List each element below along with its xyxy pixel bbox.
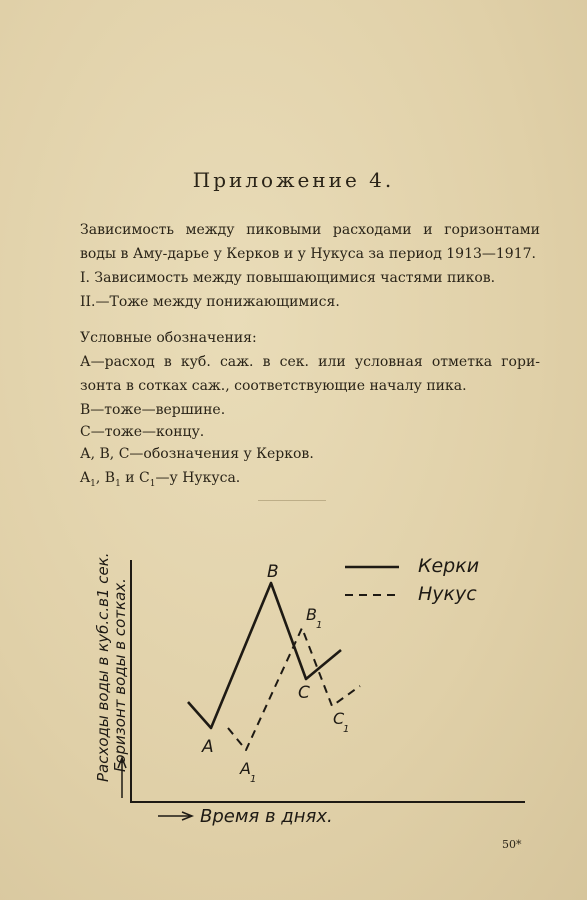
- label-B1: B: [306, 605, 317, 624]
- item-2: II.—Тоже между понижающимися.: [80, 294, 340, 310]
- legend-line-2: зонта в сотках саж., соответствующие началу пика.: [80, 378, 467, 394]
- legend-kerki: Керки: [418, 555, 480, 577]
- y-label-2: Горизонт воды в сотках.: [111, 578, 129, 772]
- label-C1-sub: 1: [343, 724, 350, 735]
- label-A1-sub: 1: [250, 774, 257, 785]
- label-b: B: [104, 470, 116, 486]
- page-title: Приложение 4.: [192, 168, 395, 192]
- item-1: I. Зависимость между повышающимися частями пиков.: [80, 270, 496, 286]
- sub-c: 1: [149, 478, 156, 489]
- kerki-line: [188, 583, 341, 728]
- label-rest: —у Нукуса.: [155, 470, 241, 486]
- paragraph-line-1: Зависимость между пиковыми расходами и горизонтами: [80, 222, 540, 238]
- y-label-1: Расходы воды в куб.с.в1 сек.: [94, 552, 112, 782]
- label-B1-sub: 1: [316, 620, 323, 631]
- sub-b: 1: [115, 478, 121, 489]
- legend-line-1: А—расход в куб. саж. в сек. или условная отметка гори-: [80, 354, 540, 370]
- paragraph-line-2: воды в Аму-дарье у Керков и у Нукуса за период 1913—1917.: [80, 246, 536, 262]
- label-A: A: [202, 737, 214, 757]
- label-and: и: [125, 470, 135, 486]
- x-label: Время в днях.: [200, 806, 333, 827]
- legend-line-5: А, В, С—обозначения у Керков.: [80, 446, 314, 462]
- label-C1: C: [333, 709, 345, 728]
- legend-line-3: В—тоже—вершине.: [80, 402, 226, 418]
- label-c: C: [139, 470, 150, 486]
- label-A1: A: [240, 759, 251, 778]
- legend-line-4: С—тоже—концу.: [80, 424, 205, 440]
- legend-line-nukus: $A_1$, $B_1$ и $C_1—у$ Нукуса.: [80, 470, 241, 489]
- sub-a: 1: [90, 478, 96, 489]
- label-a: A: [80, 470, 91, 486]
- label-C: C: [298, 683, 310, 703]
- label-B: B: [267, 562, 279, 582]
- page-number: 50*: [502, 838, 522, 851]
- legend-heading: Условные обозначения:: [80, 330, 257, 346]
- legend-nukus: Нукус: [418, 583, 477, 605]
- nukus-line: [228, 628, 360, 750]
